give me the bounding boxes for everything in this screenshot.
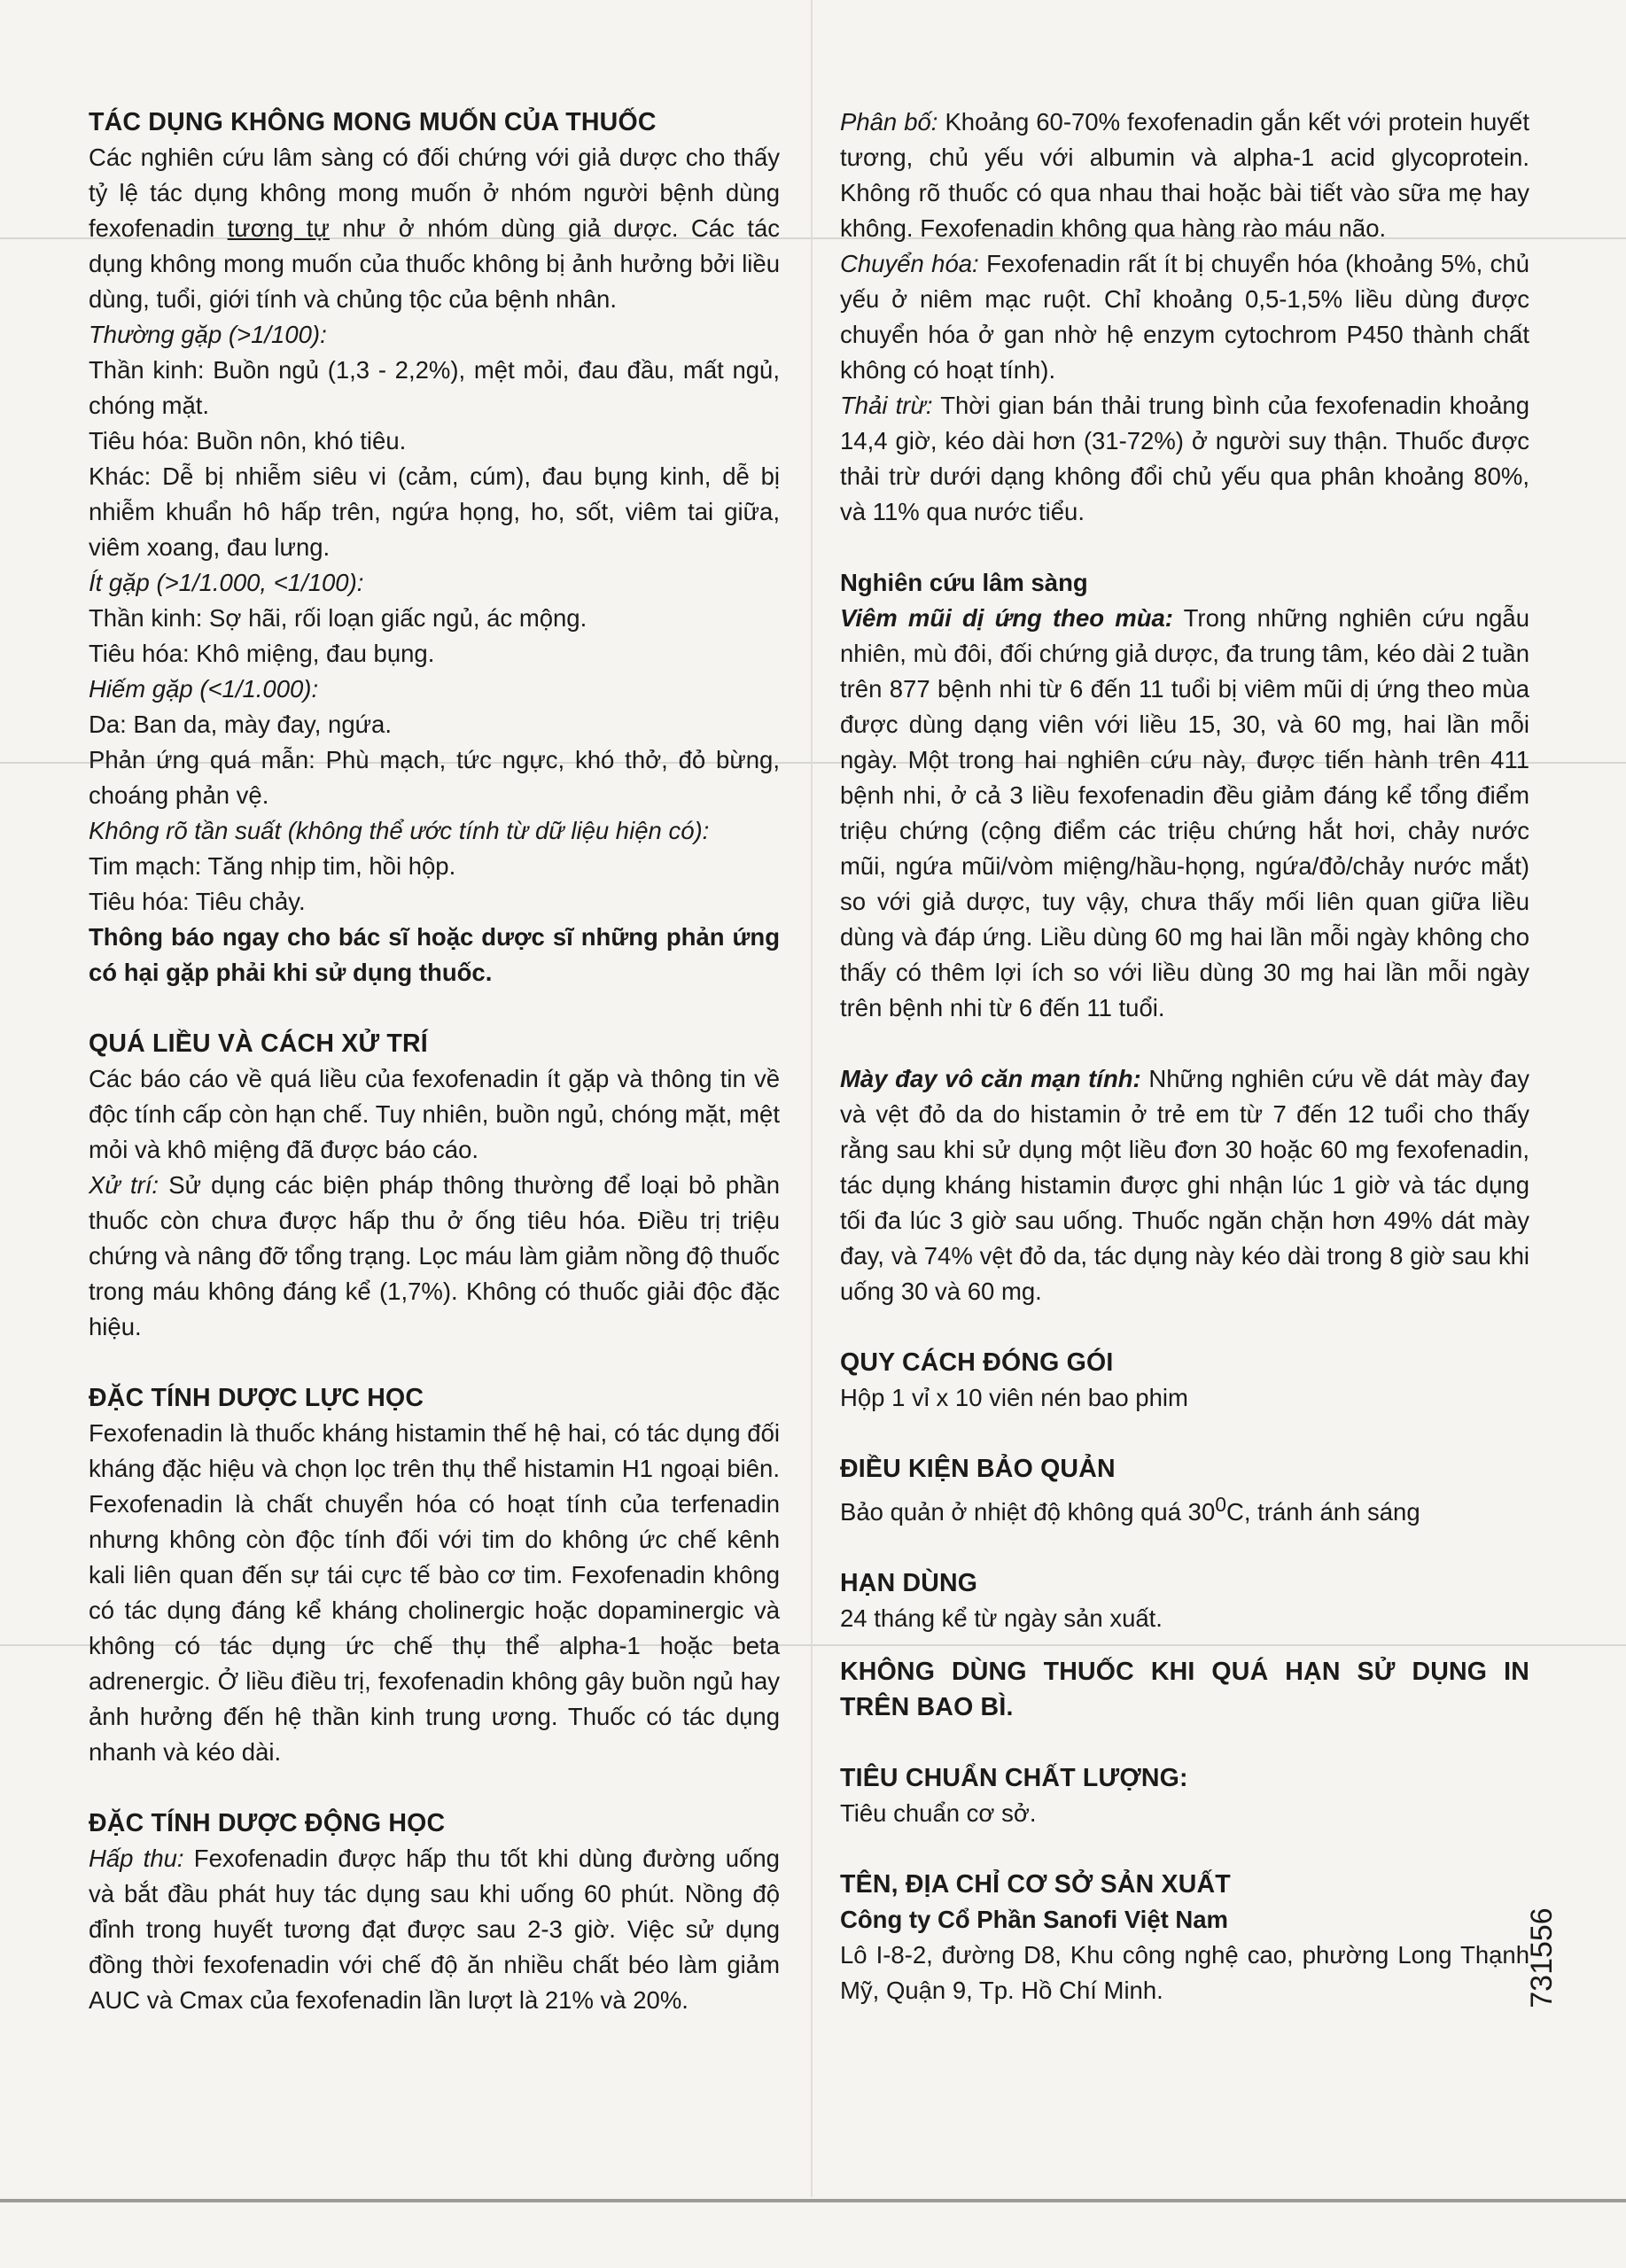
spacer [840,1725,1529,1760]
rhinitis-text [840,601,1529,1026]
storage-text [840,1487,1529,1530]
paper-edge [0,2199,1626,2202]
rare-label: Hiếm gặp (<1/1.000): [89,675,319,703]
degree-superscript: 0 [1215,1493,1226,1516]
packaging-text: Hộp 1 vỉ x 10 viên nén bao phim [840,1384,1188,1411]
packaging-heading: QUY CÁCH ĐÓNG GÓI [840,1348,1114,1377]
text-run: Những nghiên cứu về dát mày đay và vệt đỏ da do histamin ở trẻ em từ 7 đến 12 tuổi cho thấy rằng sau khi sử dụng một liều đơn 30 hoặc 60 mg fexofenadin, tác dụng kháng histamin được ghi nhận lúc 1 giờ và tác dụng tối đa lúc 3 giờ sau uống. Thuốc ngăn chặn hơn 49% dát mày đay, và 74% vệt đỏ da, tác dụng này kéo dài trong 8 giờ sau khi uống 30 và 60 mg. [840,1065,1529,1305]
manufacturer-address: Lô I-8-2, đường D8, Khu công nghệ cao, phường Long Thạnh Mỹ, Quận 9, Tp. Hồ Chí Minh. [840,1941,1529,2005]
rare-allergy: Phản ứng quá mẫn: Phù mạch, tức ngực, khó thở, đỏ bừng, choáng phản vệ. [89,746,780,809]
spacer [840,1309,1529,1345]
text-run: Fexofenadin được hấp thu tốt khi dùng đường uống và bắt đầu phát huy tác dụng sau khi uống 60 phút. Nồng độ đỉnh trong huyết tương đạt được sau 2-3 giờ. Việc sử dụng đồng thời fexofenadin với chế độ ăn nhiều chất béo làm giảm AUC và Cmax của fexofenadin lần lượt là 21% và 20%. [89,1845,780,2014]
text-run: Các nghiên cứu lâm sàng có đối chứng với giả dược cho thấy tỷ lệ tác dụng không mong muốn ở nhóm người bệnh dùng fexofenadin [89,144,780,242]
expiry-warning: KHÔNG DÙNG THUỐC KHI QUÁ HẠN SỬ DỤNG IN TRÊN BAO BÌ. [840,1658,1529,1722]
clinical-heading: Nghiên cứu lâm sàng [840,569,1088,596]
distribution-text [840,105,1529,246]
unknown-label: Không rõ tần suất (không thể ước tính từ dữ liệu hiện có): [89,817,710,844]
spacer [840,1416,1529,1451]
quality-heading: TIÊU CHUẨN CHẤT LƯỢNG: [840,1764,1188,1793]
pharmacodynamics-text: Fexofenadin là thuốc kháng histamin thế hệ hai, có tác dụng đối kháng đặc hiệu và chọn lọc trên thụ thể histamin H1 ngoại biên. Fexofenadin là chất chuyển hóa có hoạt tính của terfenadin nhưng không còn độc tính đối với tim do không ức chế kênh kali liên quan đến sự tái cực tế bào cơ tim. Fexofenadin không có tác dụng đáng kể kháng cholinergic hoặc dopaminergic và không có tác dụng ức chế thụ thể alpha-1 hoặc beta adrenergic. Ở liều điều trị, fexofenadin không gây buồn ngủ hay ảnh hưởng đến hệ thần kinh trung ương. Thuốc có tác dụng nhanh và kéo dài. [89,1419,780,1766]
spacer [840,1831,1529,1867]
overdose-heading: QUÁ LIỀU VÀ CÁCH XỬ TRÍ [89,1029,428,1058]
text-run: Bảo quản ở nhiệt độ không quá 30 [840,1498,1216,1526]
spacer [89,1345,780,1380]
report-notice: Thông báo ngay cho bác sĩ hoặc dược sĩ những phản ứng có hại gặp phải khi sử dụng thuốc. [89,923,780,986]
rare-skin: Da: Ban da, mày đay, ngứa. [89,711,392,738]
quality-text: Tiêu chuẩn cơ sở. [840,1799,1037,1828]
expiry-text: 24 tháng kể từ ngày sản xuất. [840,1604,1163,1633]
expiry-heading: HẠN DÙNG [840,1569,978,1598]
text-run: Sử dụng các biện pháp thông thường để loại bỏ phần thuốc còn chưa được hấp thu ở ống tiêu hóa. Điều trị triệu chứng và nâng đỡ tổng trạng. Lọc máu làm giảm nồng độ thuốc trong máu không đáng kể (1,7%). Không có thuốc giải độc đặc hiệu. [89,1171,780,1340]
uncommon-label: Ít gặp (>1/1.000, <1/100): [89,569,364,596]
overdose-text: Các báo cáo về quá liều của fexofenadin ít gặp và thông tin về độc tính cấp còn hạn chế. Tuy nhiên, buồn ngủ, chóng mặt, mệt mỏi và khô miệng đã được báo cáo. [89,1065,780,1163]
side-effects-heading: TÁC DỤNG KHÔNG MONG MUỐN CỦA THUỐC [89,108,657,136]
urticaria-label: Mày đay vô căn mạn tính: [840,1065,1141,1092]
common-label: Thường gặp (>1/100): [89,321,327,348]
text-run: Trong những nghiên cứu ngẫu nhiên, mù đôi, đối chứng giả dược, đa trung tâm, kéo dài 2 tuần trên 877 bệnh nhi từ 6 đến 11 tuổi bị viêm mũi dị ứng theo mùa được dùng dạng viên với liều 15, 30, và 60 mg, hai lần mỗi ngày. Một trong hai nghiên cứu này, được tiến hành trên 411 bệnh nhi, ở cả 3 liều fexofenadin đều giảm đáng kể tổng điểm triệu chứng (cộng điểm các triệu chứng hắt hơi, chảy nước mũi, ngứa mũi/vòm miệng/hầu-họng, ngứa/đỏ/chảy nước mắt) so với giả dược, tuy vậy, chưa thấy mối liên quan giữa liều dùng và đáp ứng. Liều dùng 60 mg hai lần mỗi ngày không cho thấy có thêm lợi ích so với liều dùng 30 mg hai lần mỗi ngày trên bệnh nhi từ 6 đến 11 tuổi. [840,604,1529,1021]
elimination-text [840,388,1529,530]
spacer [840,530,1529,565]
unknown-digest: Tiêu hóa: Tiêu chảy. [89,888,306,915]
urticaria-text [840,1061,1529,1309]
manufacturer-heading: TÊN, ĐỊA CHỈ CƠ SỞ SẢN XUẤT [840,1870,1231,1899]
common-nerve: Thần kinh: Buồn ngủ (1,3 - 2,2%), mệt mỏi, đau đầu, mất ngủ, chóng mặt. [89,356,780,419]
unknown-heart: Tim mạch: Tăng nhịp tim, hồi hộp. [89,852,456,880]
treatment-label: Xử trí: [89,1171,159,1199]
distribution-label: Phân bố: [840,108,938,136]
spacer [840,1026,1529,1061]
text-run: Fexofenadin rất ít bị chuyển hóa (khoảng 5%, chủ yếu ở niêm mạc ruột. Chỉ khoảng 0,5-1,5% liều dùng được chuyển hóa ở gan nhờ hệ enzym cytochrom P450 thành chất không có hoạt tính). [840,250,1529,384]
print-code [1524,1878,1560,2038]
elimination-label: Thải trừ: [840,392,933,419]
uncommon-digest: Tiêu hóa: Khô miệng, đau bụng. [89,640,435,667]
fold-line [811,0,813,2197]
left-column [89,105,780,2018]
pharmacokinetics-heading: ĐẶC TÍNH DƯỢC ĐỘNG HỌC [89,1809,446,1837]
rhinitis-label: Viêm mũi dị ứng theo mùa: [840,604,1173,632]
metabolism-text [840,246,1529,388]
spacer [89,990,780,1026]
common-digest: Tiêu hóa: Buồn nôn, khó tiêu. [89,427,407,454]
common-other: Khác: Dễ bị nhiễm siêu vi (cảm, cúm), đau bụng kinh, dễ bị nhiễm khuẩn hô hấp trên, ngứa họng, ho, sốt, viêm tai giữa, viêm xoang, đau lưng. [89,462,780,561]
text-run: C, tránh ánh sáng [1226,1498,1420,1526]
spacer [89,1770,780,1806]
side-effects-intro [89,140,780,317]
absorption-label: Hấp thu: [89,1845,184,1872]
right-column [840,105,1529,2008]
manufacturer-company: Công ty Cổ Phần Sanofi Việt Nam [840,1906,1229,1934]
uncommon-nerve: Thần kinh: Sợ hãi, rối loạn giấc ngủ, ác mộng. [89,604,587,632]
metabolism-label: Chuyển hóa: [840,250,979,277]
text-run: Thời gian bán thải trung bình của fexofenadin khoảng 14,4 giờ, kéo dài hơn (31-72%) ở người suy thận. Thuốc được thải trừ dưới dạng không đổi chủ yếu qua phân khoảng 80%, và 11% qua nước tiểu. [840,392,1529,525]
spacer [840,1530,1529,1565]
text-run: Khoảng 60-70% fexofenadin gắn kết với protein huyết tương, chủ yếu với albumin và alpha-1 acid glycoprotein. Không rõ thuốc có qua nhau thai hoặc bài tiết vào sữa mẹ hay không. Fexofenadin không qua hàng rào máu não. [840,108,1529,242]
overdose-treatment [89,1168,780,1345]
text-run: như ở nhóm dùng giả dược. Các tác dụng không mong muốn của thuốc không bị ảnh hưởng bởi liều dùng, tuổi, giới tính và chủng tộc của bệnh nhân. [89,214,780,313]
pharmacodynamics-heading: ĐẶC TÍNH DƯỢC LỰC HỌC [89,1384,424,1412]
underlined-text: tương tự [227,214,330,242]
absorption-text [89,1841,780,2018]
storage-heading: ĐIỀU KIỆN BẢO QUẢN [840,1455,1116,1483]
spacer [840,1636,1529,1654]
print-code-text: 731556 [1525,1907,1559,2008]
